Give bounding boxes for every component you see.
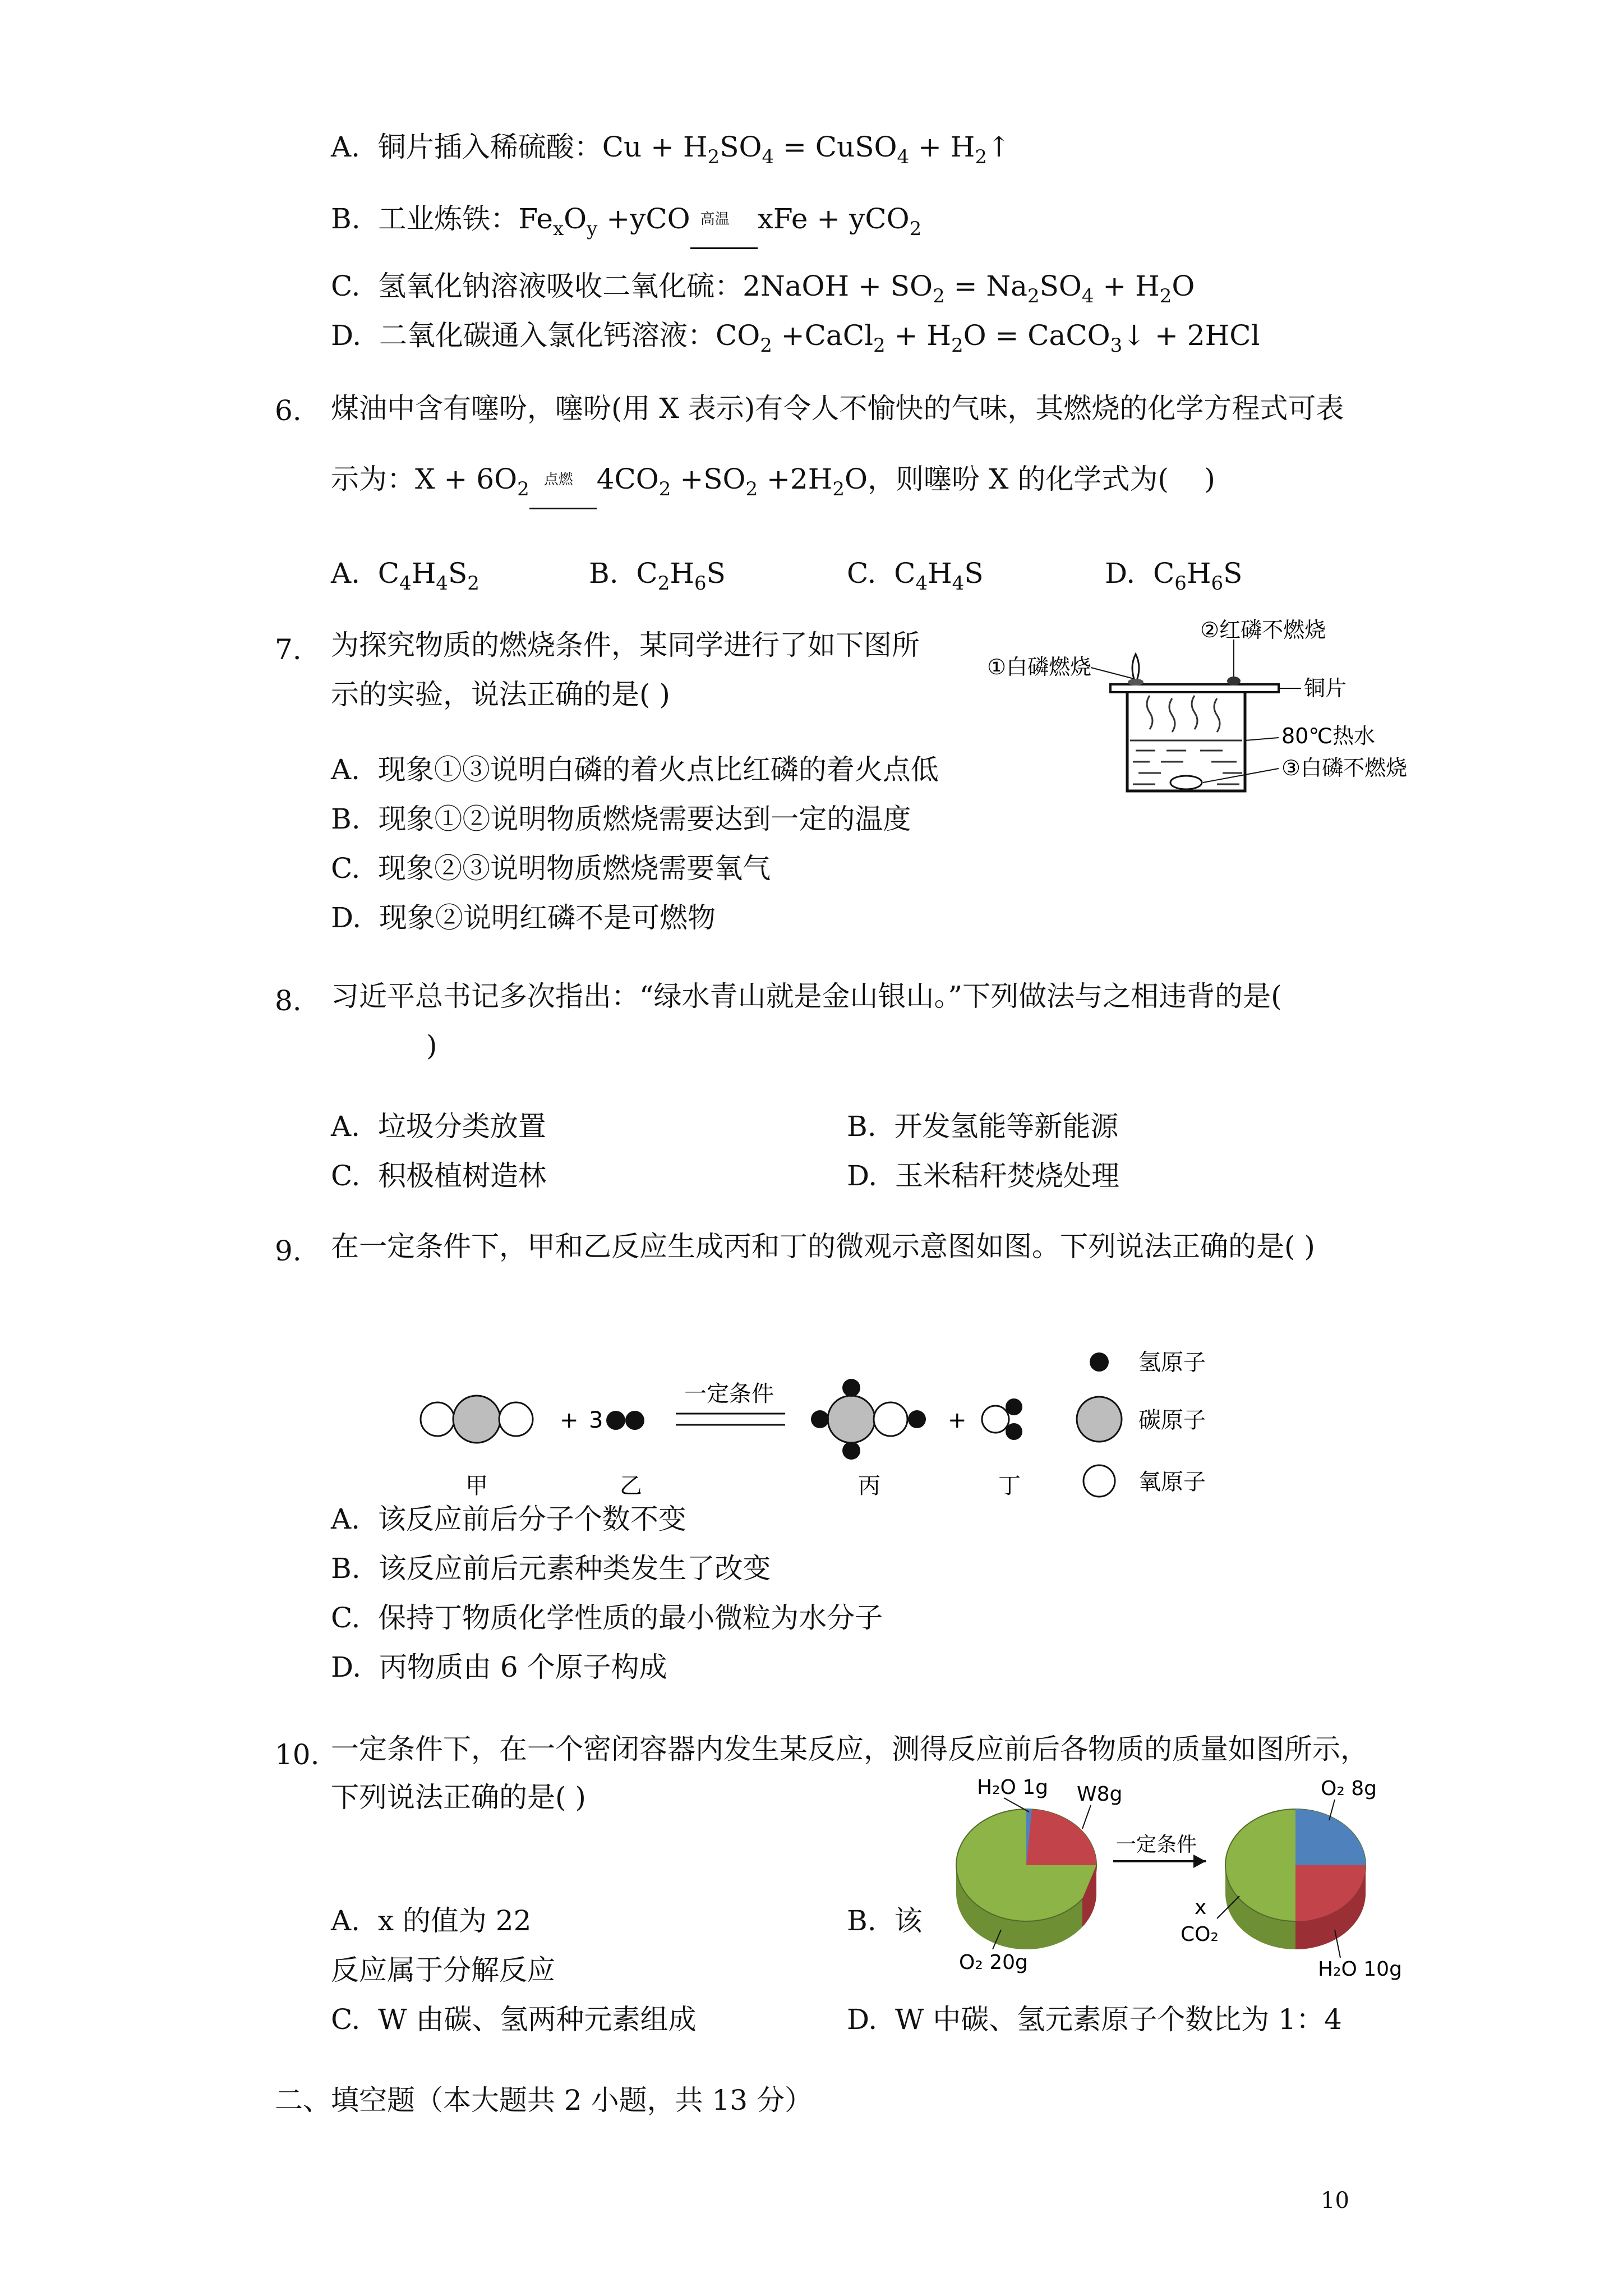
q5-option-b: B. 工业炼铁：$Fe_xO_y +yCO$ 高温 xFe + yCO$_2$ [331, 201, 921, 237]
q6-option-a: A. $C_4H_4S_2$ [331, 557, 479, 595]
molecule-jia [421, 1396, 533, 1443]
q10-stem-line2: 下列说法正确的是( ) [331, 1781, 586, 1814]
label-red-phosphorus: ②红磷不燃烧 [1200, 618, 1326, 642]
combustion-experiment-figure [987, 618, 1408, 808]
label-before-o2: O₂ 20g [959, 1951, 1028, 1974]
q7-option-d: D. 现象②说明红磷不是可燃物 [331, 901, 716, 934]
pie-after [1225, 1809, 1366, 1949]
molecule-reaction-figure [415, 1335, 1234, 1503]
q10-number: 10. [275, 1738, 320, 1771]
pie-arrow-condition: 一定条件 [1116, 1833, 1197, 1856]
q6-number: 6. [275, 394, 302, 427]
reaction-condition: 一定条件 [684, 1381, 774, 1407]
label-after-h2o: H₂O 10g [1318, 1958, 1402, 1981]
q9-option-d: D. 丙物质由 6 个原子构成 [331, 1651, 667, 1683]
coefficient-3: 3 [589, 1407, 603, 1433]
q6-condition: 点燃 [543, 471, 573, 488]
q7-stem-line2: 示的实验，说法正确的是( ) [331, 678, 670, 711]
q10-option-b: B. 该 [847, 1904, 923, 1937]
molecule-bing [828, 1396, 907, 1443]
white-phosphorus-underwater [1170, 776, 1202, 789]
label-yi: 乙 [620, 1473, 642, 1499]
red-phosphorus [1227, 677, 1241, 685]
q10-option-c: C. W 由碳、氢两种元素组成 [331, 2003, 697, 2036]
label-white-phosphorus-burning: ①白磷燃烧 [987, 655, 1092, 679]
pie-before [956, 1809, 1096, 1949]
molecule-ding-oxygen [982, 1406, 1009, 1433]
q7-option-b: B. 现象①②说明物质燃烧需要达到一定的温度 [331, 803, 911, 835]
legend-carbon-label: 碳原子 [1138, 1407, 1206, 1433]
q7-stem-line1: 为探究物质的燃烧条件，某同学进行了如下图所 [331, 629, 920, 661]
legend-hydrogen-icon [1090, 1352, 1109, 1372]
plus-sign-2: + [948, 1407, 967, 1433]
q5-option-d: D. 二氧化碳通入氯化钙溶液：$CO_2$ +CaCl$_2$ + $H_2O$ = CaCO$_3$↓ + 2HCl [331, 319, 1260, 357]
q8-option-a: A. 垃圾分类放置 [331, 1110, 546, 1143]
q6-option-d: D. $C_6H_6S$ [1105, 557, 1243, 595]
q9-option-b: B. 该反应前后元素种类发生了改变 [331, 1552, 771, 1585]
q6-option-c: C. $C_4H_4S$ [847, 557, 984, 595]
q8-stem-line1: 习近平总书记多次指出：“绿水青山就是金山银山。”下列做法与之相违背的是( [331, 980, 1282, 1013]
q9-number: 9. [275, 1235, 302, 1267]
q7-number: 7. [275, 633, 302, 666]
legend-oxygen-label: 氧原子 [1138, 1469, 1206, 1495]
q10-option-a: A. x 的值为 22 [331, 1904, 532, 1937]
legend-carbon-icon [1077, 1397, 1122, 1442]
q8-option-d: D. 玉米秸秆焚烧处理 [847, 1159, 1119, 1192]
white-phosphorus-burning [1128, 679, 1144, 685]
steam [1147, 696, 1220, 732]
q5-option-a: A. 铜片插入稀硫酸：$Cu + H_2SO_4$ = CuSO$_4$ + $H_2↑$ [331, 131, 1011, 168]
label-ding: 丁 [998, 1473, 1021, 1499]
q7-option-c: C. 现象②③说明物质燃烧需要氧气 [331, 852, 771, 885]
q6-stem-line2: 示为：$X + 6O_2$ 点燃 $4CO_2 +SO_2 +2H_2O$，则噻吩 X 的化学式为( ) [331, 461, 1215, 497]
q8-number: 8. [275, 984, 302, 1017]
label-copper: 铜片 [1304, 676, 1347, 701]
molecule-yi [606, 1411, 644, 1430]
q5-option-c: C. 氢氧化钠溶液吸收二氧化硫：2NaOH + $SO_2 = Na_2SO_4 + H_2O$ [331, 270, 1195, 307]
label-after-o2: O₂ 8g [1321, 1777, 1377, 1800]
pie-after-o2-slice [1295, 1809, 1366, 1865]
q7-option-a: A. 现象①③说明白磷的着火点比红磷的着火点低 [331, 753, 939, 786]
q9-option-a: A. 该反应前后分子个数不变 [331, 1503, 686, 1535]
copper-plate [1110, 684, 1279, 692]
legend-oxygen-icon [1083, 1465, 1115, 1497]
label-after-co2: CO₂ [1181, 1923, 1219, 1946]
page-number: 10 [1321, 2188, 1349, 2214]
label-jia: 甲 [465, 1473, 488, 1499]
label-bing: 丙 [858, 1473, 880, 1499]
q6-stem-line1: 煤油中含有噻吩，噻吩(用 X 表示)有令人不愉快的气味，其燃烧的化学方程式可表 [331, 392, 1344, 425]
q8-stem-line2: ) [426, 1029, 437, 1062]
label-white-phosphorus-underwater: ③白磷不燃烧 [1281, 756, 1408, 780]
q10-option-d: D. W 中碳、氢元素原子个数比为 1：4 [847, 2003, 1342, 2036]
q10-stem-line1: 一定条件下，在一个密闭容器内发生某反应，测得反应前后各物质的质量如图所示， [331, 1733, 1368, 1765]
q8-option-b: B. 开发氢能等新能源 [847, 1110, 1119, 1143]
mass-pie-figure [948, 1767, 1402, 1981]
label-after-x: x [1195, 1896, 1207, 1919]
legend-hydrogen-label: 氢原子 [1138, 1350, 1206, 1375]
q6-option-b: B. $C_2H_6S$ [589, 557, 726, 595]
plus-sign-1: + [560, 1407, 579, 1433]
section-2-heading: 二、填空题（本大题共 2 小题，共 13 分） [275, 2084, 813, 2116]
q9-option-c: C. 保持丁物质化学性质的最小微粒为水分子 [331, 1602, 883, 1634]
q8-option-c: C. 积极植树造林 [331, 1159, 547, 1192]
arrow-head-icon [1193, 1855, 1206, 1868]
q5-b-condition: 高温 [700, 211, 730, 228]
label-before-w: W8g [1077, 1783, 1123, 1806]
label-hot-water: 80℃热水 [1281, 724, 1376, 748]
q10-option-b-cont: 反应属于分解反应 [331, 1954, 555, 1986]
label-before-h2o: H₂O 1g [977, 1776, 1049, 1799]
q9-stem: 在一定条件下，甲和乙反应生成丙和丁的微观示意图如图。下列说法正确的是( ) [331, 1230, 1315, 1263]
